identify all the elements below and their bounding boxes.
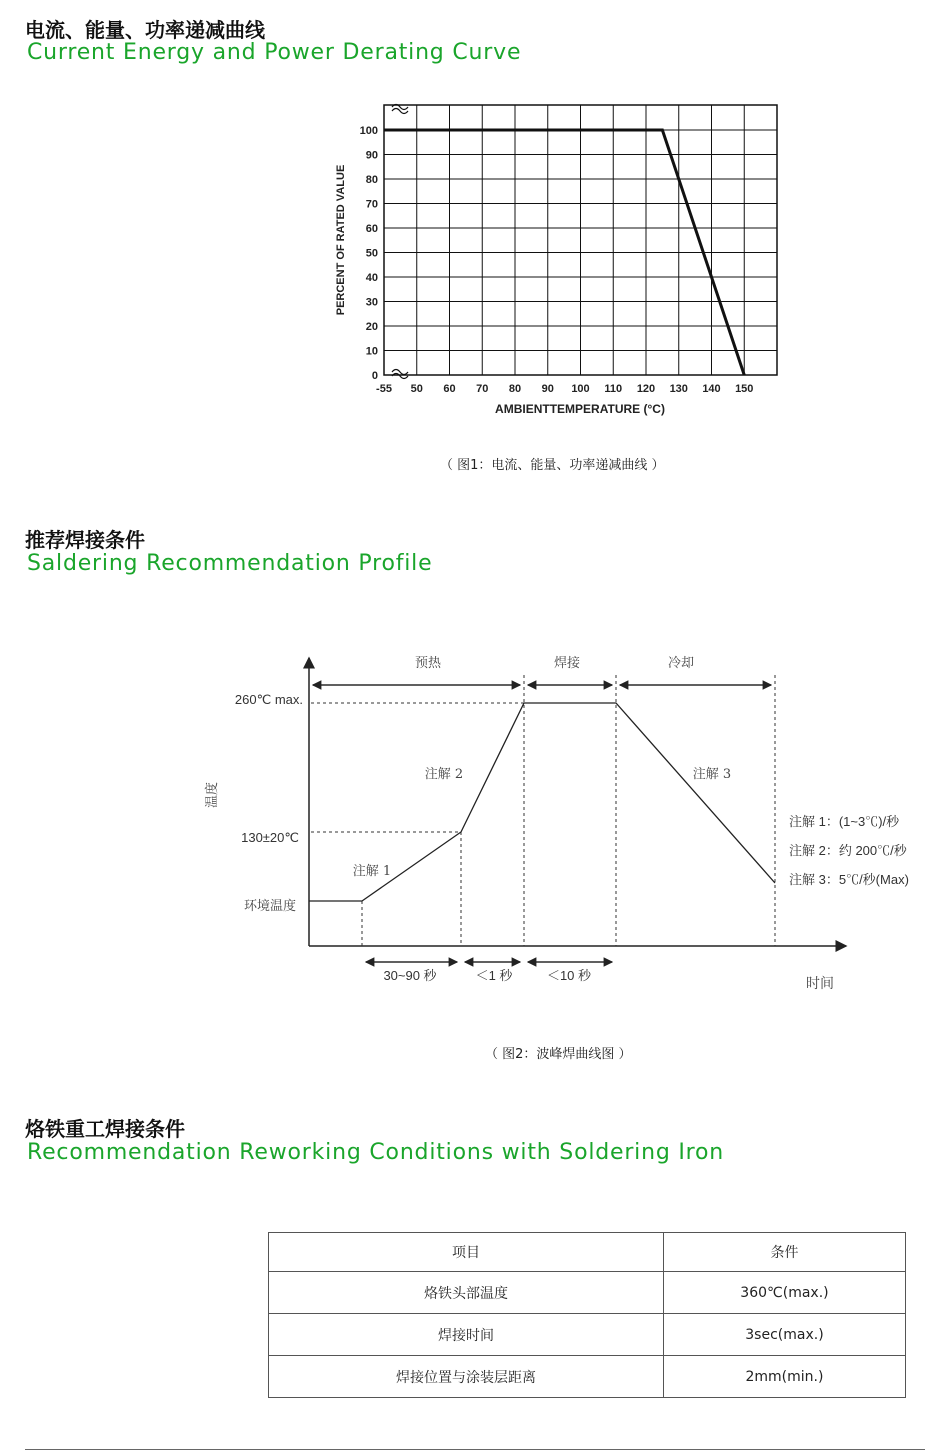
chart1-ytick: 40 [365, 272, 378, 284]
chart1-ytick: 80 [365, 174, 378, 186]
bottom-divider [25, 1449, 925, 1450]
chart2-ylabel: 温度 [205, 781, 220, 809]
table-cell: 2mm(min.) [663, 1356, 905, 1398]
chart1-xtick: 60 [443, 383, 456, 395]
section1-title-cn: 电流、能量、功率递减曲线 [25, 18, 265, 42]
y-level-130: 130±20℃ [241, 830, 299, 845]
table-cell: 360℃(max.) [663, 1272, 905, 1314]
section2-title-en: Saldering Recommendation Profile [27, 551, 433, 576]
chart1-xtick: 150 [735, 383, 754, 395]
phase-soldering-label: 焊接 [553, 656, 581, 671]
chart1-ytick: 70 [365, 198, 378, 211]
curve-note-1: 注解 1 [352, 864, 392, 879]
table-header-item: 项目 [269, 1233, 664, 1272]
table-row [269, 1356, 906, 1398]
chart1-ytick: 50 [365, 247, 378, 260]
duration-soldering: ＜10 秒 [546, 968, 592, 983]
chart1-ylabel: PERCENT OF RATED VALUE [335, 164, 347, 316]
chart1-xtick: 140 [702, 383, 721, 395]
legend-note-2: 注解 2：约 200℃/秒 [789, 843, 907, 858]
chart1-xtick: 100 [571, 383, 590, 395]
chart1-xtick: 70 [476, 383, 489, 395]
y-level-260: 260℃ max. [234, 692, 303, 707]
table-cell: 3sec(max.) [663, 1314, 905, 1356]
rework-conditions-table [268, 1232, 906, 1398]
curve-note-2: 注解 2 [424, 767, 464, 782]
table-row [269, 1272, 906, 1314]
chart1-xtick: -55 [376, 383, 392, 395]
chart1-ytick: 20 [365, 321, 378, 333]
phase-cooling-label: 冷却 [667, 656, 695, 671]
table-cell: 焊接时间 [269, 1314, 664, 1356]
table-header-row [269, 1233, 906, 1272]
chart1-caption: （ 图1：电流、能量、功率递减曲线 ） [440, 458, 665, 473]
chart1-ytick: 0 [371, 370, 378, 382]
table-cell: 焊接位置与涂装层距离 [269, 1356, 664, 1398]
legend-note-3: 注解 3：5℃/秒(Max) [789, 872, 909, 887]
derating-curve-chart [0, 0, 950, 440]
chart2-caption: （ 图2：波峰焊曲线图 ） [485, 1047, 632, 1062]
chart1-xtick: 80 [508, 383, 522, 395]
duration-transition: ＜1 秒 [475, 968, 513, 983]
chart1-xtick: 50 [410, 383, 423, 395]
table-cell: 烙铁头部温度 [269, 1272, 664, 1314]
chart1-ytick: 10 [365, 345, 378, 358]
chart1-xlabel: AMBIENTTEMPERATURE (°C) [495, 402, 665, 416]
chart1-ytick: 30 [365, 296, 378, 309]
chart1-ytick: 90 [365, 149, 378, 162]
chart1-xtick: 130 [669, 383, 688, 395]
section1-title-en: Current Energy and Power Derating Curve [27, 40, 522, 65]
chart2-xlabel: 时间 [806, 976, 834, 992]
section3-title-cn: 烙铁重工焊接条件 [25, 1117, 185, 1141]
legend-note-1: 注解 1：(1~3℃)/秒 [789, 814, 900, 829]
table-header-condition: 条件 [663, 1233, 905, 1272]
section2-title-cn: 推荐焊接条件 [25, 528, 145, 552]
y-level-ambient: 环境温度 [243, 899, 296, 914]
chart1-xtick: 90 [541, 383, 554, 395]
wave-soldering-profile-chart [0, 640, 950, 1000]
curve-note-3: 注解 3 [692, 767, 732, 782]
chart1-xtick: 120 [636, 383, 656, 395]
duration-preheat: 30~90 秒 [383, 968, 437, 983]
section3-title-en: Recommendation Reworking Conditions with Soldering Iron [27, 1140, 725, 1165]
chart1-ytick: 100 [359, 125, 378, 137]
chart1-xtick: 110 [604, 383, 623, 395]
table-row [269, 1314, 906, 1356]
chart1-ytick: 60 [365, 223, 378, 235]
phase-preheat-label: 预热 [414, 656, 442, 671]
